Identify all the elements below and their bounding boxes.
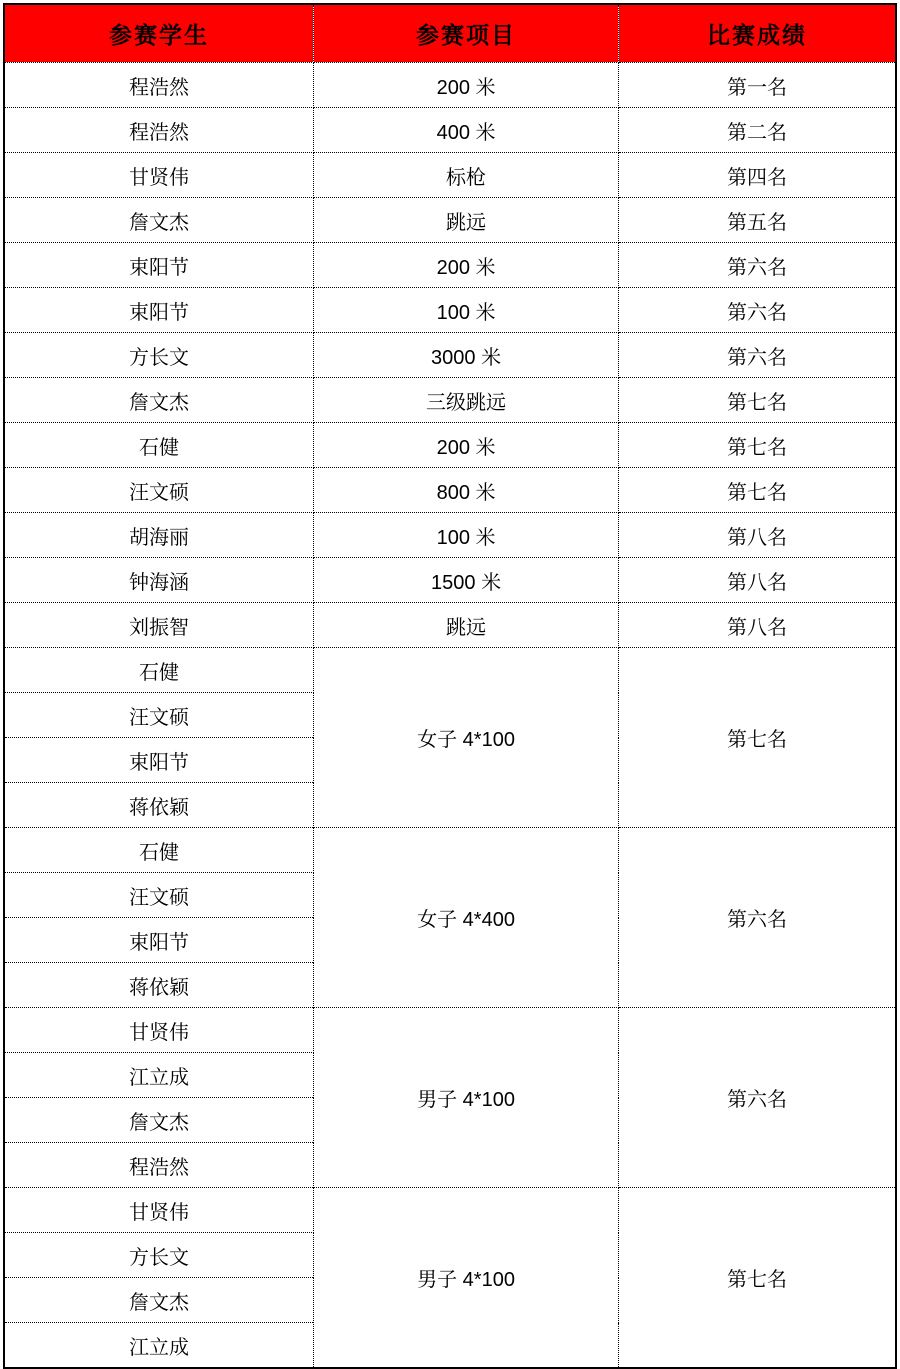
table-row bbox=[4, 243, 896, 288]
student-cell: 方长文 bbox=[4, 1233, 314, 1278]
table-row bbox=[4, 513, 896, 558]
student-cell: 束阳节 bbox=[4, 288, 314, 333]
student-cell: 石健 bbox=[4, 423, 314, 468]
event-cell: 跳远 bbox=[314, 603, 619, 648]
student-cell: 詹文杰 bbox=[4, 1098, 314, 1143]
student-cell: 詹文杰 bbox=[4, 198, 314, 243]
event-cell: 200 米 bbox=[314, 423, 619, 468]
results-table bbox=[3, 3, 897, 1369]
table-row bbox=[4, 153, 896, 198]
table-row bbox=[4, 423, 896, 468]
student-cell: 江立成 bbox=[4, 1323, 314, 1369]
result-cell: 第六名 bbox=[619, 243, 896, 288]
result-cell: 第一名 bbox=[619, 63, 896, 108]
result-cell: 第八名 bbox=[619, 558, 896, 603]
event-cell: 跳远 bbox=[314, 198, 619, 243]
student-cell: 江立成 bbox=[4, 1053, 314, 1098]
table-row bbox=[4, 1008, 896, 1053]
table-row bbox=[4, 198, 896, 243]
result-cell-merged: 第七名 bbox=[619, 648, 896, 828]
event-cell: 200 米 bbox=[314, 243, 619, 288]
result-cell-merged: 第六名 bbox=[619, 1008, 896, 1188]
student-cell: 程浩然 bbox=[4, 1143, 314, 1188]
student-cell: 詹文杰 bbox=[4, 1278, 314, 1323]
result-cell: 第八名 bbox=[619, 603, 896, 648]
event-cell-merged: 男子 4*100 bbox=[314, 1188, 619, 1369]
result-cell-merged: 第六名 bbox=[619, 828, 896, 1008]
student-cell: 石健 bbox=[4, 828, 314, 873]
result-cell: 第四名 bbox=[619, 153, 896, 198]
student-cell: 束阳节 bbox=[4, 738, 314, 783]
column-header-result: 比赛成绩 bbox=[619, 4, 896, 63]
student-cell: 束阳节 bbox=[4, 243, 314, 288]
event-cell: 400 米 bbox=[314, 108, 619, 153]
event-cell: 100 米 bbox=[314, 288, 619, 333]
student-cell: 石健 bbox=[4, 648, 314, 693]
student-cell: 汪文硕 bbox=[4, 693, 314, 738]
student-cell: 束阳节 bbox=[4, 918, 314, 963]
table-row bbox=[4, 468, 896, 513]
result-cell: 第二名 bbox=[619, 108, 896, 153]
event-cell-merged: 女子 4*100 bbox=[314, 648, 619, 828]
table-row bbox=[4, 1188, 896, 1233]
event-cell: 3000 米 bbox=[314, 333, 619, 378]
event-cell: 1500 米 bbox=[314, 558, 619, 603]
student-cell: 蒋依颖 bbox=[4, 783, 314, 828]
result-cell: 第五名 bbox=[619, 198, 896, 243]
event-cell: 800 米 bbox=[314, 468, 619, 513]
table-row bbox=[4, 288, 896, 333]
student-cell: 甘贤伟 bbox=[4, 153, 314, 198]
result-cell: 第六名 bbox=[619, 288, 896, 333]
student-cell: 程浩然 bbox=[4, 63, 314, 108]
table-row bbox=[4, 108, 896, 153]
table-row bbox=[4, 648, 896, 693]
table-row bbox=[4, 333, 896, 378]
event-cell: 三级跳远 bbox=[314, 378, 619, 423]
student-cell: 甘贤伟 bbox=[4, 1008, 314, 1053]
result-cell: 第七名 bbox=[619, 378, 896, 423]
table-row bbox=[4, 558, 896, 603]
table-row bbox=[4, 63, 896, 108]
result-cell: 第七名 bbox=[619, 423, 896, 468]
student-cell: 钟海涵 bbox=[4, 558, 314, 603]
event-cell-merged: 男子 4*100 bbox=[314, 1008, 619, 1188]
result-cell: 第七名 bbox=[619, 468, 896, 513]
result-cell-merged: 第七名 bbox=[619, 1188, 896, 1369]
student-cell: 詹文杰 bbox=[4, 378, 314, 423]
result-cell: 第八名 bbox=[619, 513, 896, 558]
column-header-students: 参赛学生 bbox=[4, 4, 314, 63]
event-cell: 200 米 bbox=[314, 63, 619, 108]
student-cell: 汪文硕 bbox=[4, 873, 314, 918]
student-cell: 程浩然 bbox=[4, 108, 314, 153]
student-cell: 蒋依颖 bbox=[4, 963, 314, 1008]
student-cell: 甘贤伟 bbox=[4, 1188, 314, 1233]
column-header-event: 参赛项目 bbox=[314, 4, 619, 63]
student-cell: 汪文硕 bbox=[4, 468, 314, 513]
student-cell: 刘振智 bbox=[4, 603, 314, 648]
student-cell: 胡海丽 bbox=[4, 513, 314, 558]
result-cell: 第六名 bbox=[619, 333, 896, 378]
event-cell: 标枪 bbox=[314, 153, 619, 198]
table-row bbox=[4, 378, 896, 423]
table-row bbox=[4, 828, 896, 873]
event-cell: 100 米 bbox=[314, 513, 619, 558]
event-cell-merged: 女子 4*400 bbox=[314, 828, 619, 1008]
header-row bbox=[4, 4, 896, 63]
table-row bbox=[4, 603, 896, 648]
student-cell: 方长文 bbox=[4, 333, 314, 378]
